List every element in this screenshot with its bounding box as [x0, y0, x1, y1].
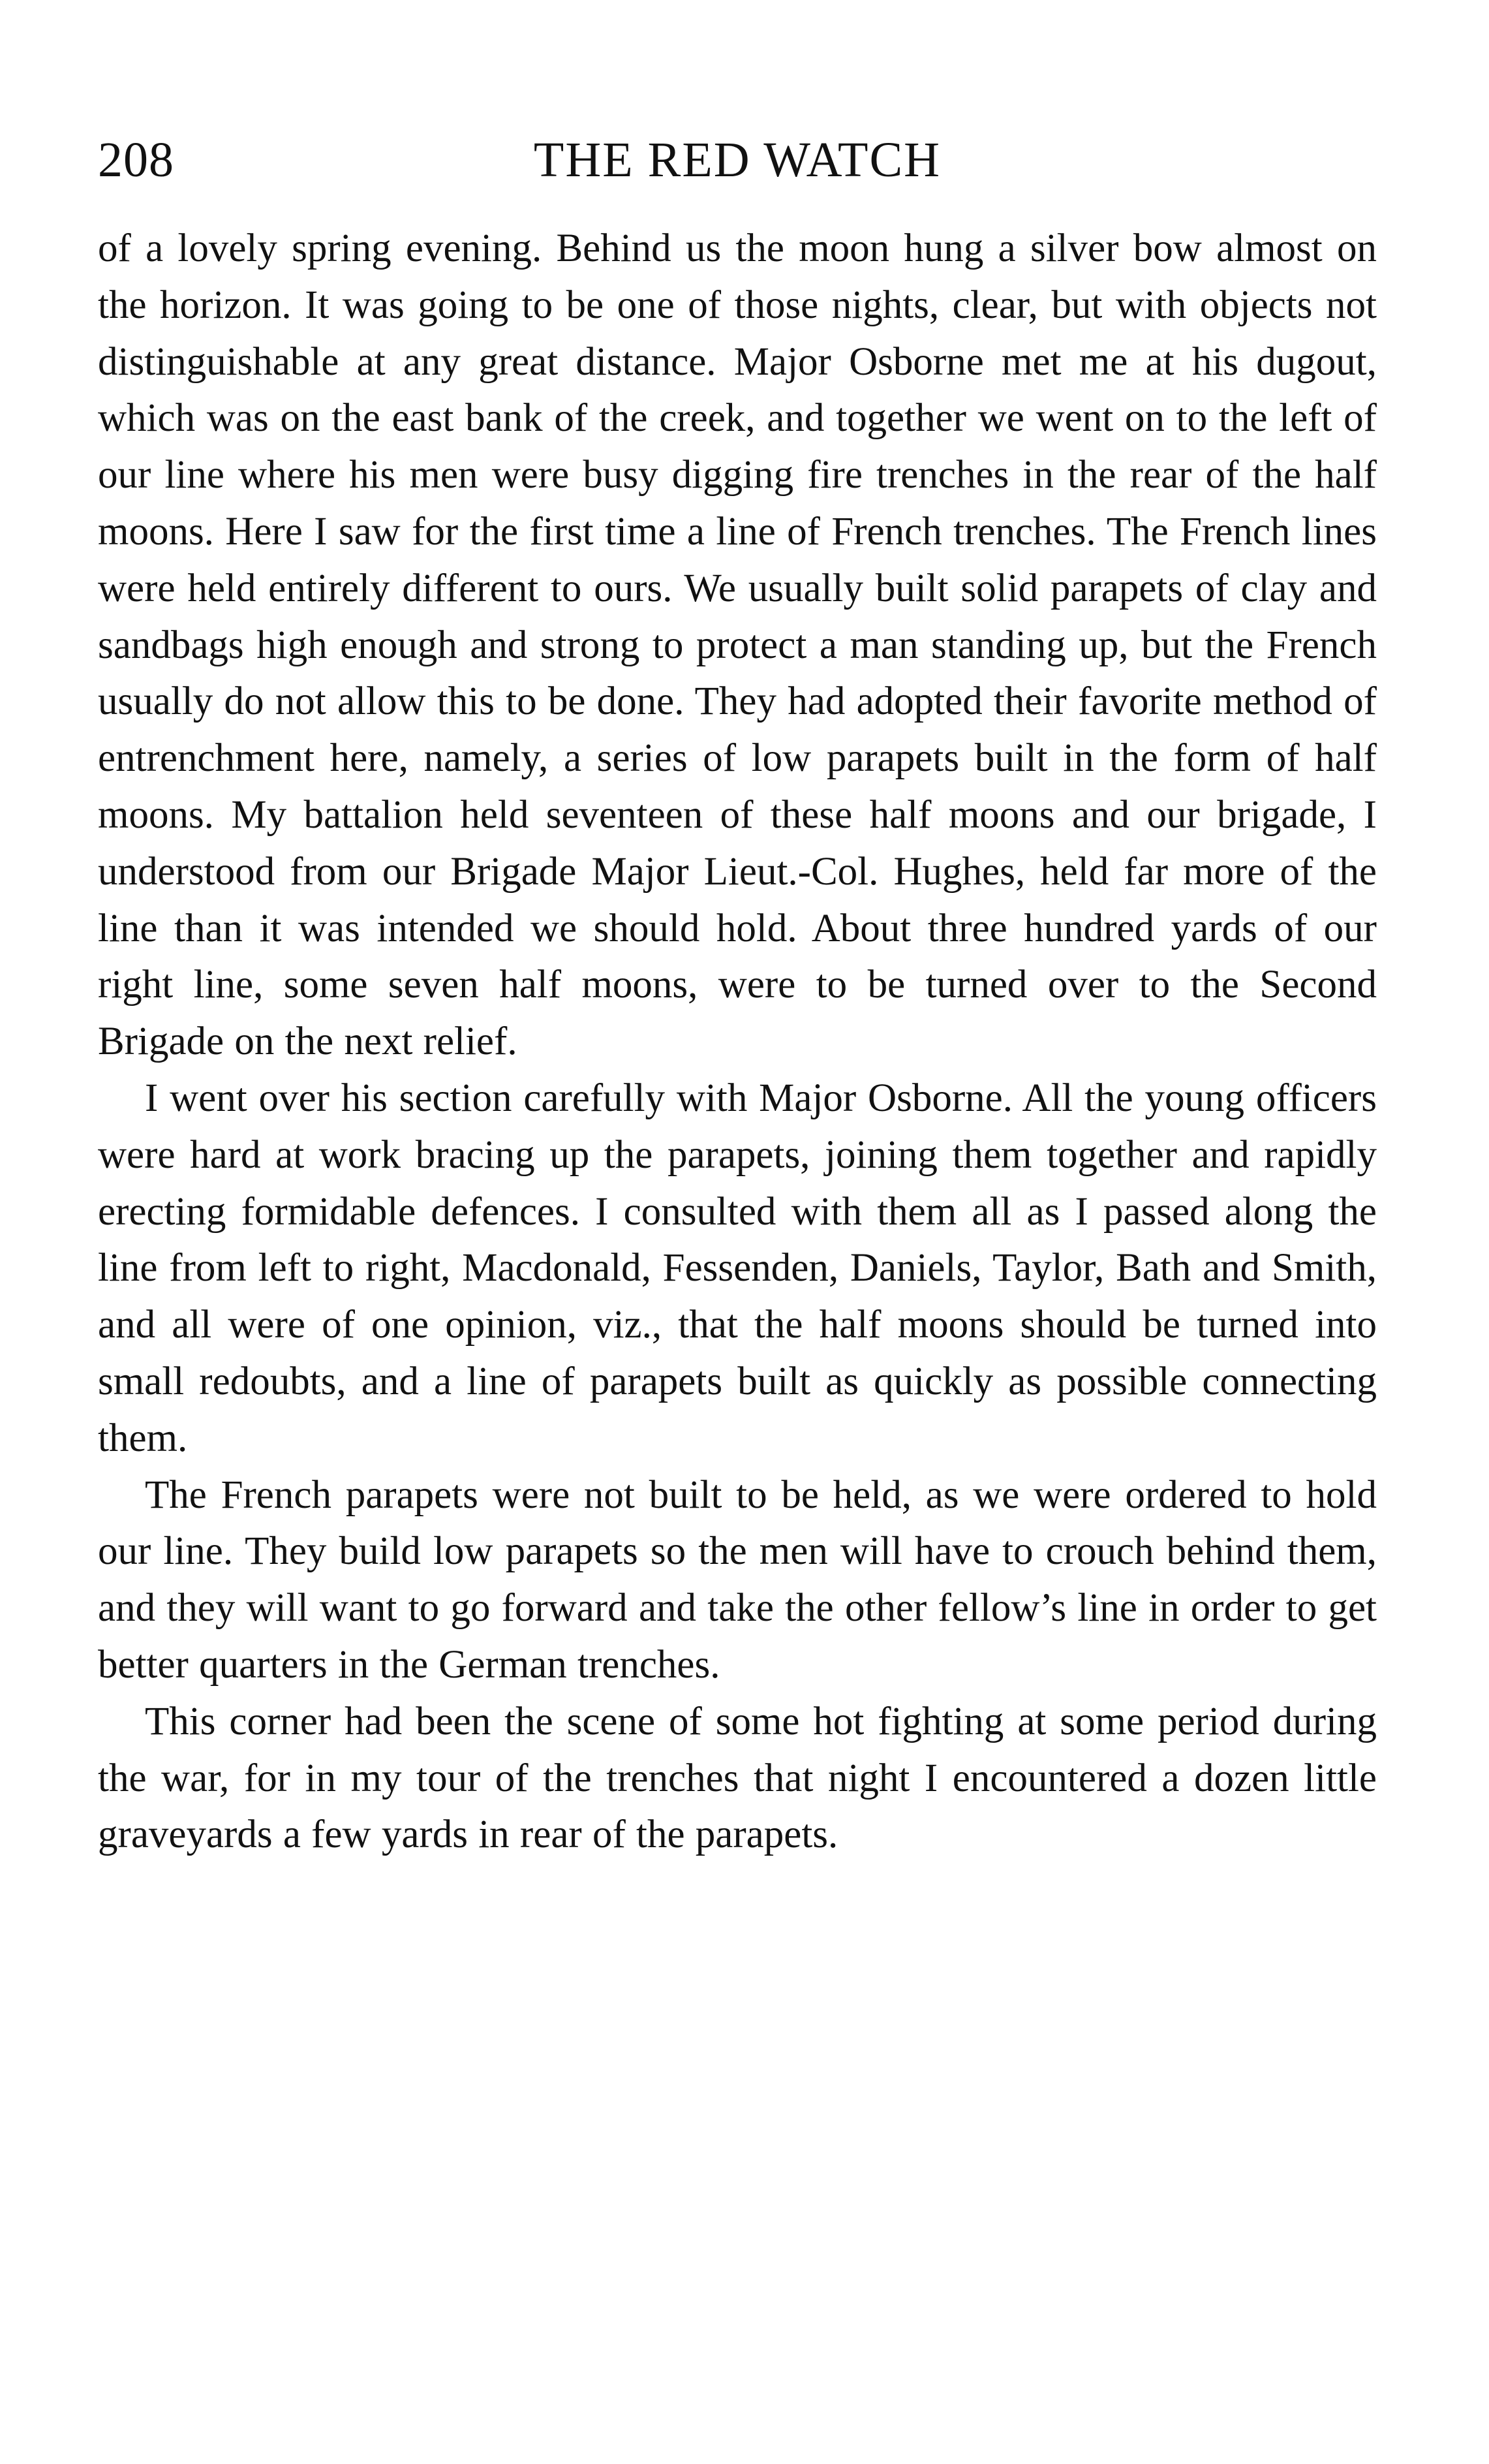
paragraph-section-visit: I went over his section carefully with Major Osborne. All the young officers were hard at work bracing up the parapets, joining them together and rapidly erecting formidable defences. I consulted with them all as I passed along the line from left to right, Macdonald, Fessenden, Daniels, Taylor, Bath and Smith, and all were of one opinion, viz., that the half moons should be turned into small redoubts, and a line of parapets built as quickly as possible connecting them. — [98, 1076, 1377, 1460]
body-text — [98, 221, 1377, 1864]
page-number: 208 — [98, 133, 174, 187]
paragraph-graveyards: This corner had been the scene of some hot fighting at some period during the war, for in my tour of the trenches that night I encountered a dozen little graveyards a few yards in rear of the parapets. — [98, 1699, 1377, 1857]
book-page — [98, 124, 1377, 2448]
paragraph-continued: of a lovely spring evening. Behind us the moon hung a silver bow almost on the horizon. It was going to be one of those nights, clear, but with objects not distinguishable at any great distance. Major Osborne met me at his dugout, which was on the east bank of the creek, and together we went on to the left of our line where his men were busy digging fire trenches in the rear of the half moons. Here I saw for the first time a line of French trenches. The French lines were held entirely different to ours. We usually built solid parapets of clay and sandbags high enough and strong to protect a man standing up, but the French usually do not allow this to be done. They had adopted their favorite method of entrenchment here, namely, a series of low parapets built in the form of half moons. My battalion held seventeen of these half moons and our brigade, I understood from our Brigade Major Lieut.-Col. Hughes, held far more of the line than it was intended we should hold. About three hundred yards of our right line, some seven half moons, were to be turned over to the Second Brigade on the next relief. — [98, 226, 1377, 1064]
paragraph-french-parapets: The French parapets were not built to be held, as we were ordered to hold our line. They build low parapets so the men will have to crouch behind them, and they will want to go forward and take the other fellow’s line in order to get better quarters in the German trenches. — [98, 1473, 1377, 1687]
running-title: THE RED WATCH — [533, 133, 942, 187]
running-head — [98, 124, 1377, 196]
